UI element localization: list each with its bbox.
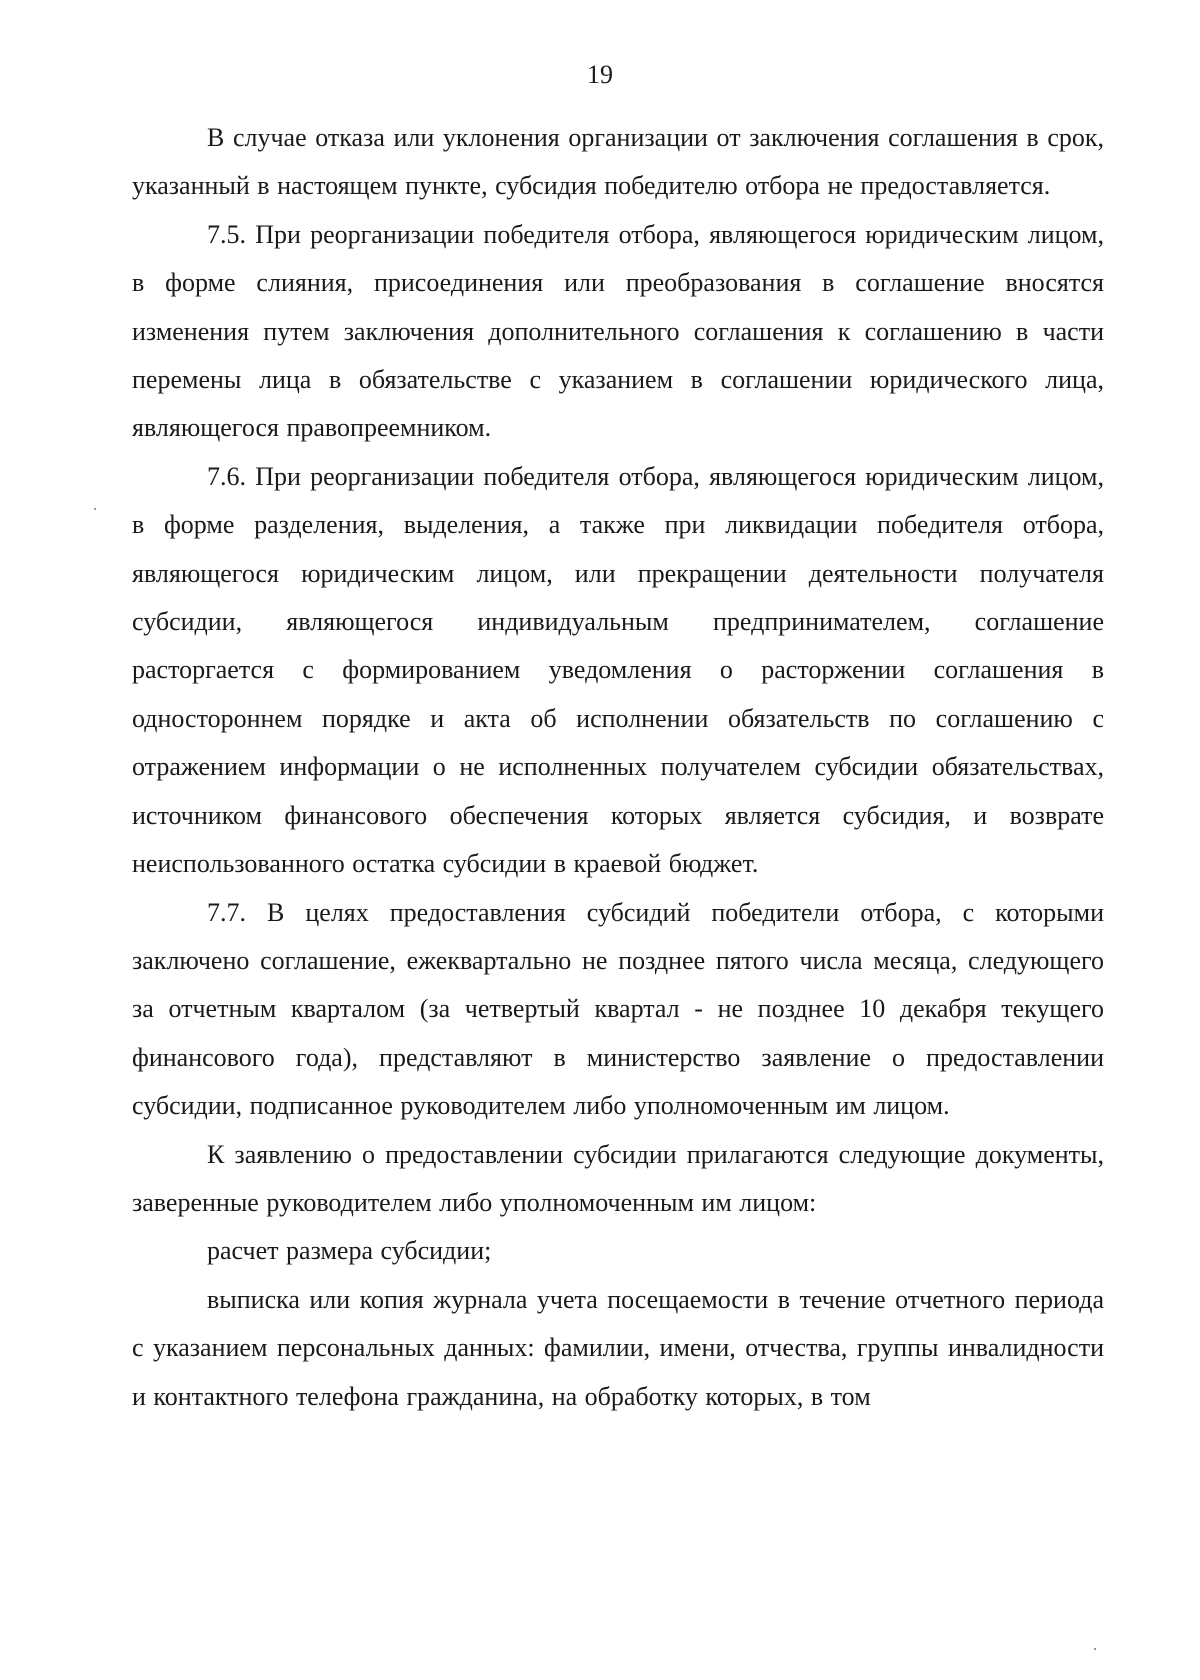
list-item-attendance-journal: выписка или копия журнала учета посещаемости в течение отчетного периода с указанием персональных данных: фамилии, имени, отчества, группы инвалидности и контактного телефона гражданина, на обработку которых, в том	[132, 1284, 1104, 1411]
paragraph-7-7: 7.7. В целях предоставления субсидий победители отбора, с которыми заключено соглашение, ежеквартально не позднее пятого числа месяца, следующего за отчетным кварталом (за четвертый квартал - не позднее 10 декабря текущего финансового года), представляют в министерство заявление о предоставлении субсидии, подписанное руководителем либо уполномоченным им лицом.	[132, 897, 1104, 1121]
list-item-subsidy-calculation: расчет размера субсидии;	[207, 1236, 492, 1266]
paragraph-attachments-intro: К заявлению о предоставлении субсидии прилагаются следующие документы, заверенные руководителем либо уполномоченным им лицом:	[132, 1139, 1104, 1217]
paragraph-refusal-clause: В случае отказа или уклонения организации от заключения соглашения в срок, указанный в настоящем пункте, субсидия победителю отбора не предоставляется.	[132, 123, 1104, 201]
paragraph-7-6: 7.6. При реорганизации победителя отбора, являющегося юридическим лицом, в форме разделения, выделения, а также при ликвидации победителя отбора, являющегося юридическим лицом, или прекращении деятельности получателя субсидии, являющегося индивидуальным предпринимателем, соглашение расторгается с формированием уведомления о расторжении соглашения в одностороннем порядке и акта об исполнении обязательств по соглашению с отражением информации о не исполненных получателем субсидии обязательствах, источником финансового обеспечения которых является субсидия, и возврате неиспользованного остатка субсидии в краевой бюджет.	[132, 461, 1104, 879]
scan-speck	[94, 508, 96, 510]
paragraph-7-5: 7.5. При реорганизации победителя отбора, являющегося юридическим лицом, в форме слияния, присоединения или преобразования в соглашение вносятся изменения путем заключения дополнительного соглашения к соглашению в части перемены лица в обязательстве с указанием в соглашении юридического лица, являющегося правопреемником.	[132, 219, 1104, 443]
scan-speck	[1094, 1648, 1096, 1650]
document-body	[132, 114, 1104, 1421]
page-number: 19	[587, 60, 613, 89]
